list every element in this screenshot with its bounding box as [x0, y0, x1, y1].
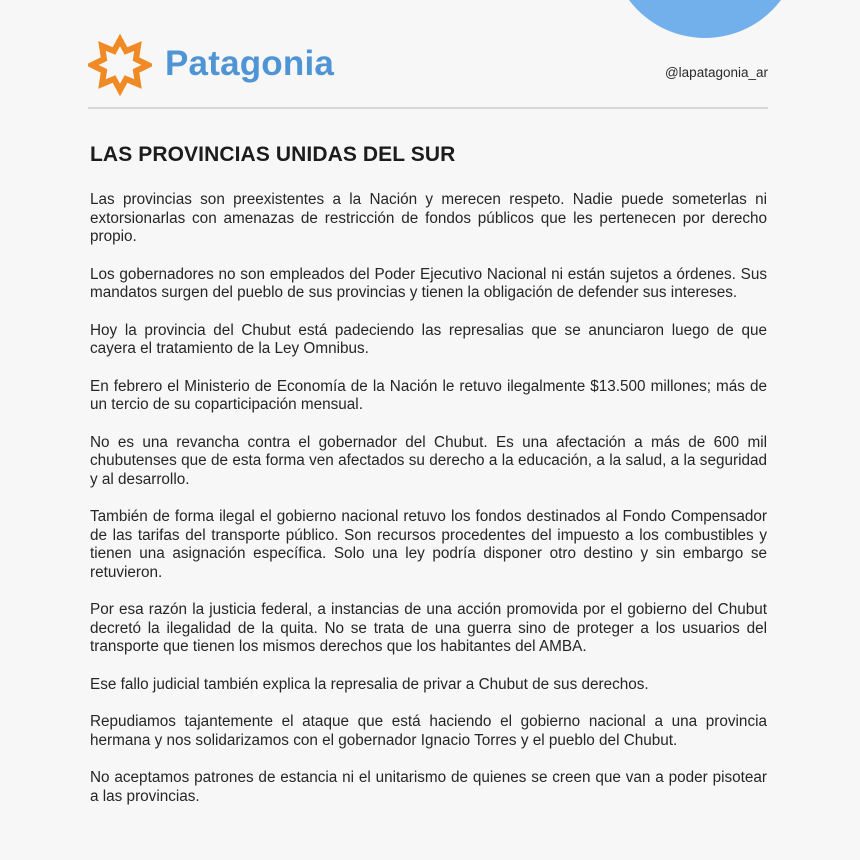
paragraph: Repudiamos tajantemente el ataque que está haciendo el gobierno nacional a una provincia hermana y nos solidarizamos con el gobernador Ignacio Torres y el pueblo del Chubut.	[90, 713, 767, 749]
paragraph: No es una revancha contra el gobernador del Chubut. Es una afectación a más de 600 mil chubutenses que de esta forma ven afectados su derecho a la educación, a la salud, a la seguridad y al desarrollo.	[90, 433, 767, 488]
paragraph: También de forma ilegal el gobierno nacional retuvo los fondos destinados al Fondo Compensador de las tarifas del transporte público. Son recursos procedentes del impuesto a los combustibles y tienen una asignación específica. Solo una ley podría disponer otro destino y sin embargo se retuvieron.	[90, 508, 767, 581]
social-handle: @lapatagonia_ar	[664, 65, 768, 80]
paragraph: Por esa razón la justicia federal, a instancias de una acción promovida por el gobierno del Chubut decretó la ilegalidad de la quita. No se trata de una guerra sino de proteger a los usuarios del transporte que tienen los mismos derechos que los habitantes del AMBA.	[90, 601, 767, 655]
paragraph: Ese fallo judicial también explica la represalia de privar a Chubut de sus derechos.	[90, 675, 649, 693]
brand-name: Patagonia	[165, 44, 335, 83]
decorative-blue-circle	[610, 0, 800, 38]
page-title: LAS PROVINCIAS UNIDAS DEL SUR	[90, 143, 456, 166]
paragraph: Las provincias son preexistentes a la Nación y merecen respeto. Nadie puede someterlas ni extorsionarlas con amenazas de restricción de fondos públicos que les pertenecen por derecho propio.	[90, 191, 767, 245]
header-divider	[88, 107, 768, 109]
paragraph: Hoy la provincia del Chubut está padeciendo las represalias que se anunciaron luego de que cayera el tratamiento de la Ley Omnibus.	[90, 321, 767, 357]
paragraph: Los gobernadores no son empleados del Poder Ejecutivo Nacional ni están sujetos a órdenes. Sus mandatos surgen del pueblo de sus provincias y tienen la obligación de defender sus intereses.	[90, 265, 767, 301]
statement-body	[90, 141, 767, 825]
paragraph: No aceptamos patrones de estancia ni el unitarismo de quienes se creen que van a poder pisotear a las provincias.	[90, 769, 767, 805]
sun-star-logo-icon	[88, 34, 152, 96]
paragraph: En febrero el Ministerio de Economía de la Nación le retuvo ilegalmente $13.500 millones; más de un tercio de su coparticipación mensual.	[90, 377, 767, 413]
header	[88, 34, 768, 98]
